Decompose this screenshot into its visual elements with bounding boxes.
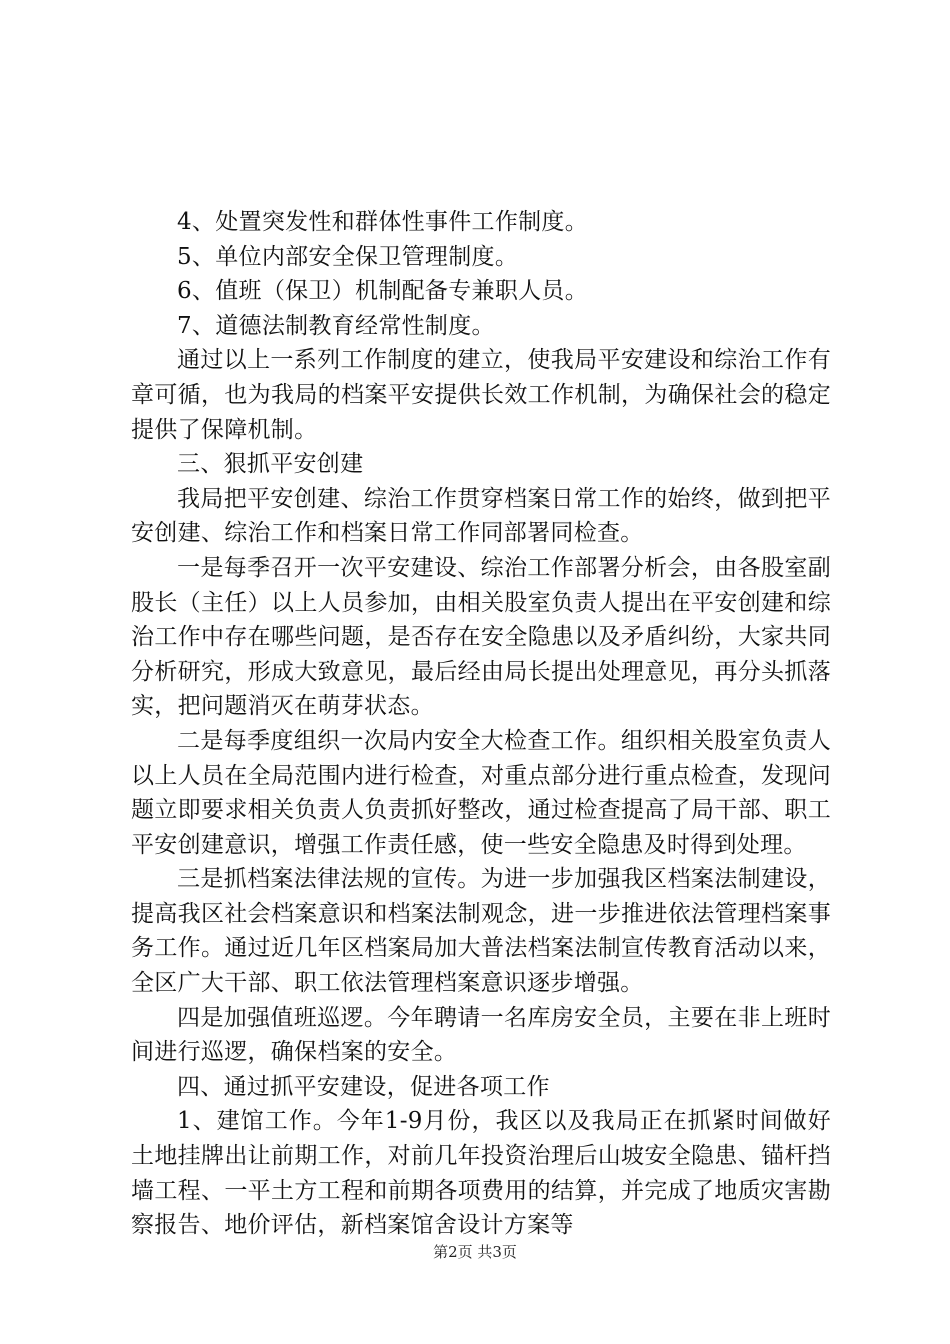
document-body (131, 205, 831, 1243)
paragraph-item-7: 7、道德法制教育经常性制度。 (177, 312, 495, 339)
paragraph-point-4: 四是加强值班巡逻。今年聘请一名库房安全员，主要在非上班时间进行巡逻，确保档案的安全。 (131, 1004, 831, 1066)
paragraph-item-5: 5、单位内部安全保卫管理制度。 (177, 243, 519, 270)
paragraph-item-6: 6、值班（保卫）机制配备专兼职人员。 (177, 278, 589, 305)
paragraph-point-3: 三是抓档案法律法规的宣传。为进一步加强我区档案法制建设，提高我区社会档案意识和档案法制观念，进一步推进依法管理档案事务工作。通过近几年区档案局加大普法档案法制宣传教育活动以来，全区广大干部、职工依法管理档案意识逐步增强。 (131, 866, 831, 997)
section-heading-4: 四、通过抓平安建设，促进各项工作 (177, 1073, 550, 1100)
paragraph-intro: 我局把平安创建、综治工作贯穿档案日常工作的始终，做到把平安创建、综治工作和档案日常工作同部署同检查。 (131, 485, 831, 547)
paragraph-point-2: 二是每季度组织一次局内安全大检查工作。组织相关股室负责人以上人员在全局范围内进行检查，对重点部分进行重点检查，发现问题立即要求相关负责人负责抓好整改，通过检查提高了局干部、职工平安创建意识，增强工作责任感，使一些安全隐患及时得到处理。 (131, 727, 831, 858)
paragraph-construction: 1、建馆工作。今年1-9月份，我区以及我局正在抓紧时间做好土地挂牌出让前期工作，对前几年投资治理后山坡安全隐患、锚杆挡墙工程、一平土方工程和前期各项费用的结算，并完成了地质灾害勘察报告、地价评估，新档案馆舍设计方案等 (131, 1108, 831, 1239)
paragraph-point-1: 一是每季召开一次平安建设、综治工作部署分析会，由各股室副股长（主任）以上人员参加，由相关股室负责人提出在平安创建和综治工作中存在哪些问题，是否存在安全隐患以及矛盾纠纷，大家共同分析研究，形成大致意见，最后经由局长提出处理意见，再分头抓落实，把问题消灭在萌芽状态。 (131, 554, 831, 720)
page-footer (0, 1242, 950, 1262)
paragraph-item-4: 4、处置突发性和群体性事件工作制度。 (177, 209, 589, 235)
paragraph-summary: 通过以上一系列工作制度的建立，使我局平安建设和综治工作有章可循，也为我局的档案平安提供长效工作机制，为确保社会的稳定提供了保障机制。 (131, 347, 831, 443)
section-heading-3: 三、狠抓平安创建 (177, 451, 364, 478)
page-number: 第2页 共3页 (433, 1243, 517, 1261)
